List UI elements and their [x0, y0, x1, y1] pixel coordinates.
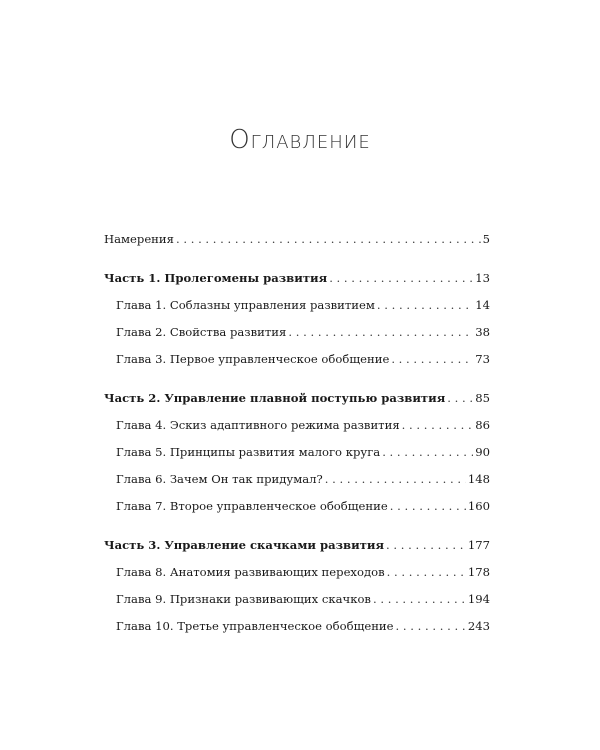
toc-label: Глава 7. Второе управленческое обобщение	[116, 499, 388, 513]
toc-chapter-2	[104, 319, 490, 346]
toc-page: 90	[475, 445, 490, 459]
toc-chapter-3	[104, 346, 490, 373]
toc-page: 14	[475, 298, 490, 312]
toc-chapter-1	[104, 292, 490, 319]
toc-chapter-5	[104, 439, 490, 466]
leader-dots	[402, 412, 474, 439]
toc-chapter-4	[104, 412, 490, 439]
toc-label: Глава 3. Первое управленческое обобщение	[116, 352, 390, 366]
toc-page: 85	[475, 391, 490, 405]
toc-label: Часть 1. Пролегомены развития	[104, 271, 328, 285]
page-title: Оглавление	[229, 125, 371, 155]
toc-page: 13	[475, 271, 490, 285]
toc-part-1	[104, 265, 490, 292]
toc-entry-intro	[104, 226, 490, 253]
toc-part-3	[104, 532, 490, 559]
toc-page: 5	[482, 232, 490, 246]
toc-page: 73	[475, 352, 490, 366]
toc-page: 148	[467, 472, 490, 486]
toc-label: Часть 2. Управление плавной поступью развития	[104, 391, 446, 405]
leader-dots	[447, 385, 473, 412]
leader-dots	[382, 439, 473, 466]
toc-page: 178	[467, 565, 490, 579]
toc-chapter-10	[104, 613, 490, 640]
toc-label: Глава 1. Соблазны управления развитием	[116, 298, 375, 312]
leader-dots	[176, 226, 481, 253]
table-of-contents	[104, 226, 490, 640]
toc-label: Глава 10. Третье управленческое обобщение	[116, 619, 394, 633]
leader-dots	[391, 346, 473, 373]
leader-dots	[390, 493, 466, 520]
toc-page: 38	[475, 325, 490, 339]
toc-chapter-9	[104, 586, 490, 613]
toc-label: Глава 2. Свойства развития	[116, 325, 287, 339]
toc-label: Глава 5. Принципы развития малого круга	[116, 445, 381, 459]
toc-label: Часть 3. Управление скачками развития	[104, 538, 385, 552]
leader-dots	[387, 559, 466, 586]
toc-chapter-6	[104, 466, 490, 493]
leader-dots	[377, 292, 473, 319]
leader-dots	[373, 586, 466, 613]
toc-chapter-8	[104, 559, 490, 586]
toc-page: 177	[467, 538, 490, 552]
toc-part-2	[104, 385, 490, 412]
toc-label: Глава 9. Признаки развивающих скачков	[116, 592, 371, 606]
leader-dots	[329, 265, 473, 292]
toc-page: 160	[467, 499, 490, 513]
toc-page: 243	[467, 619, 490, 633]
toc-page: 194	[467, 592, 490, 606]
toc-label: Намерения	[104, 232, 174, 246]
toc-chapter-7	[104, 493, 490, 520]
leader-dots	[386, 532, 466, 559]
toc-page: 86	[475, 418, 490, 432]
toc-label: Глава 8. Анатомия развивающих переходов	[116, 565, 385, 579]
toc-label: Глава 6. Зачем Он так придумал?	[116, 472, 323, 486]
toc-label: Глава 4. Эскиз адаптивного режима развития	[116, 418, 400, 432]
leader-dots	[288, 319, 473, 346]
leader-dots	[396, 613, 466, 640]
leader-dots	[325, 466, 466, 493]
